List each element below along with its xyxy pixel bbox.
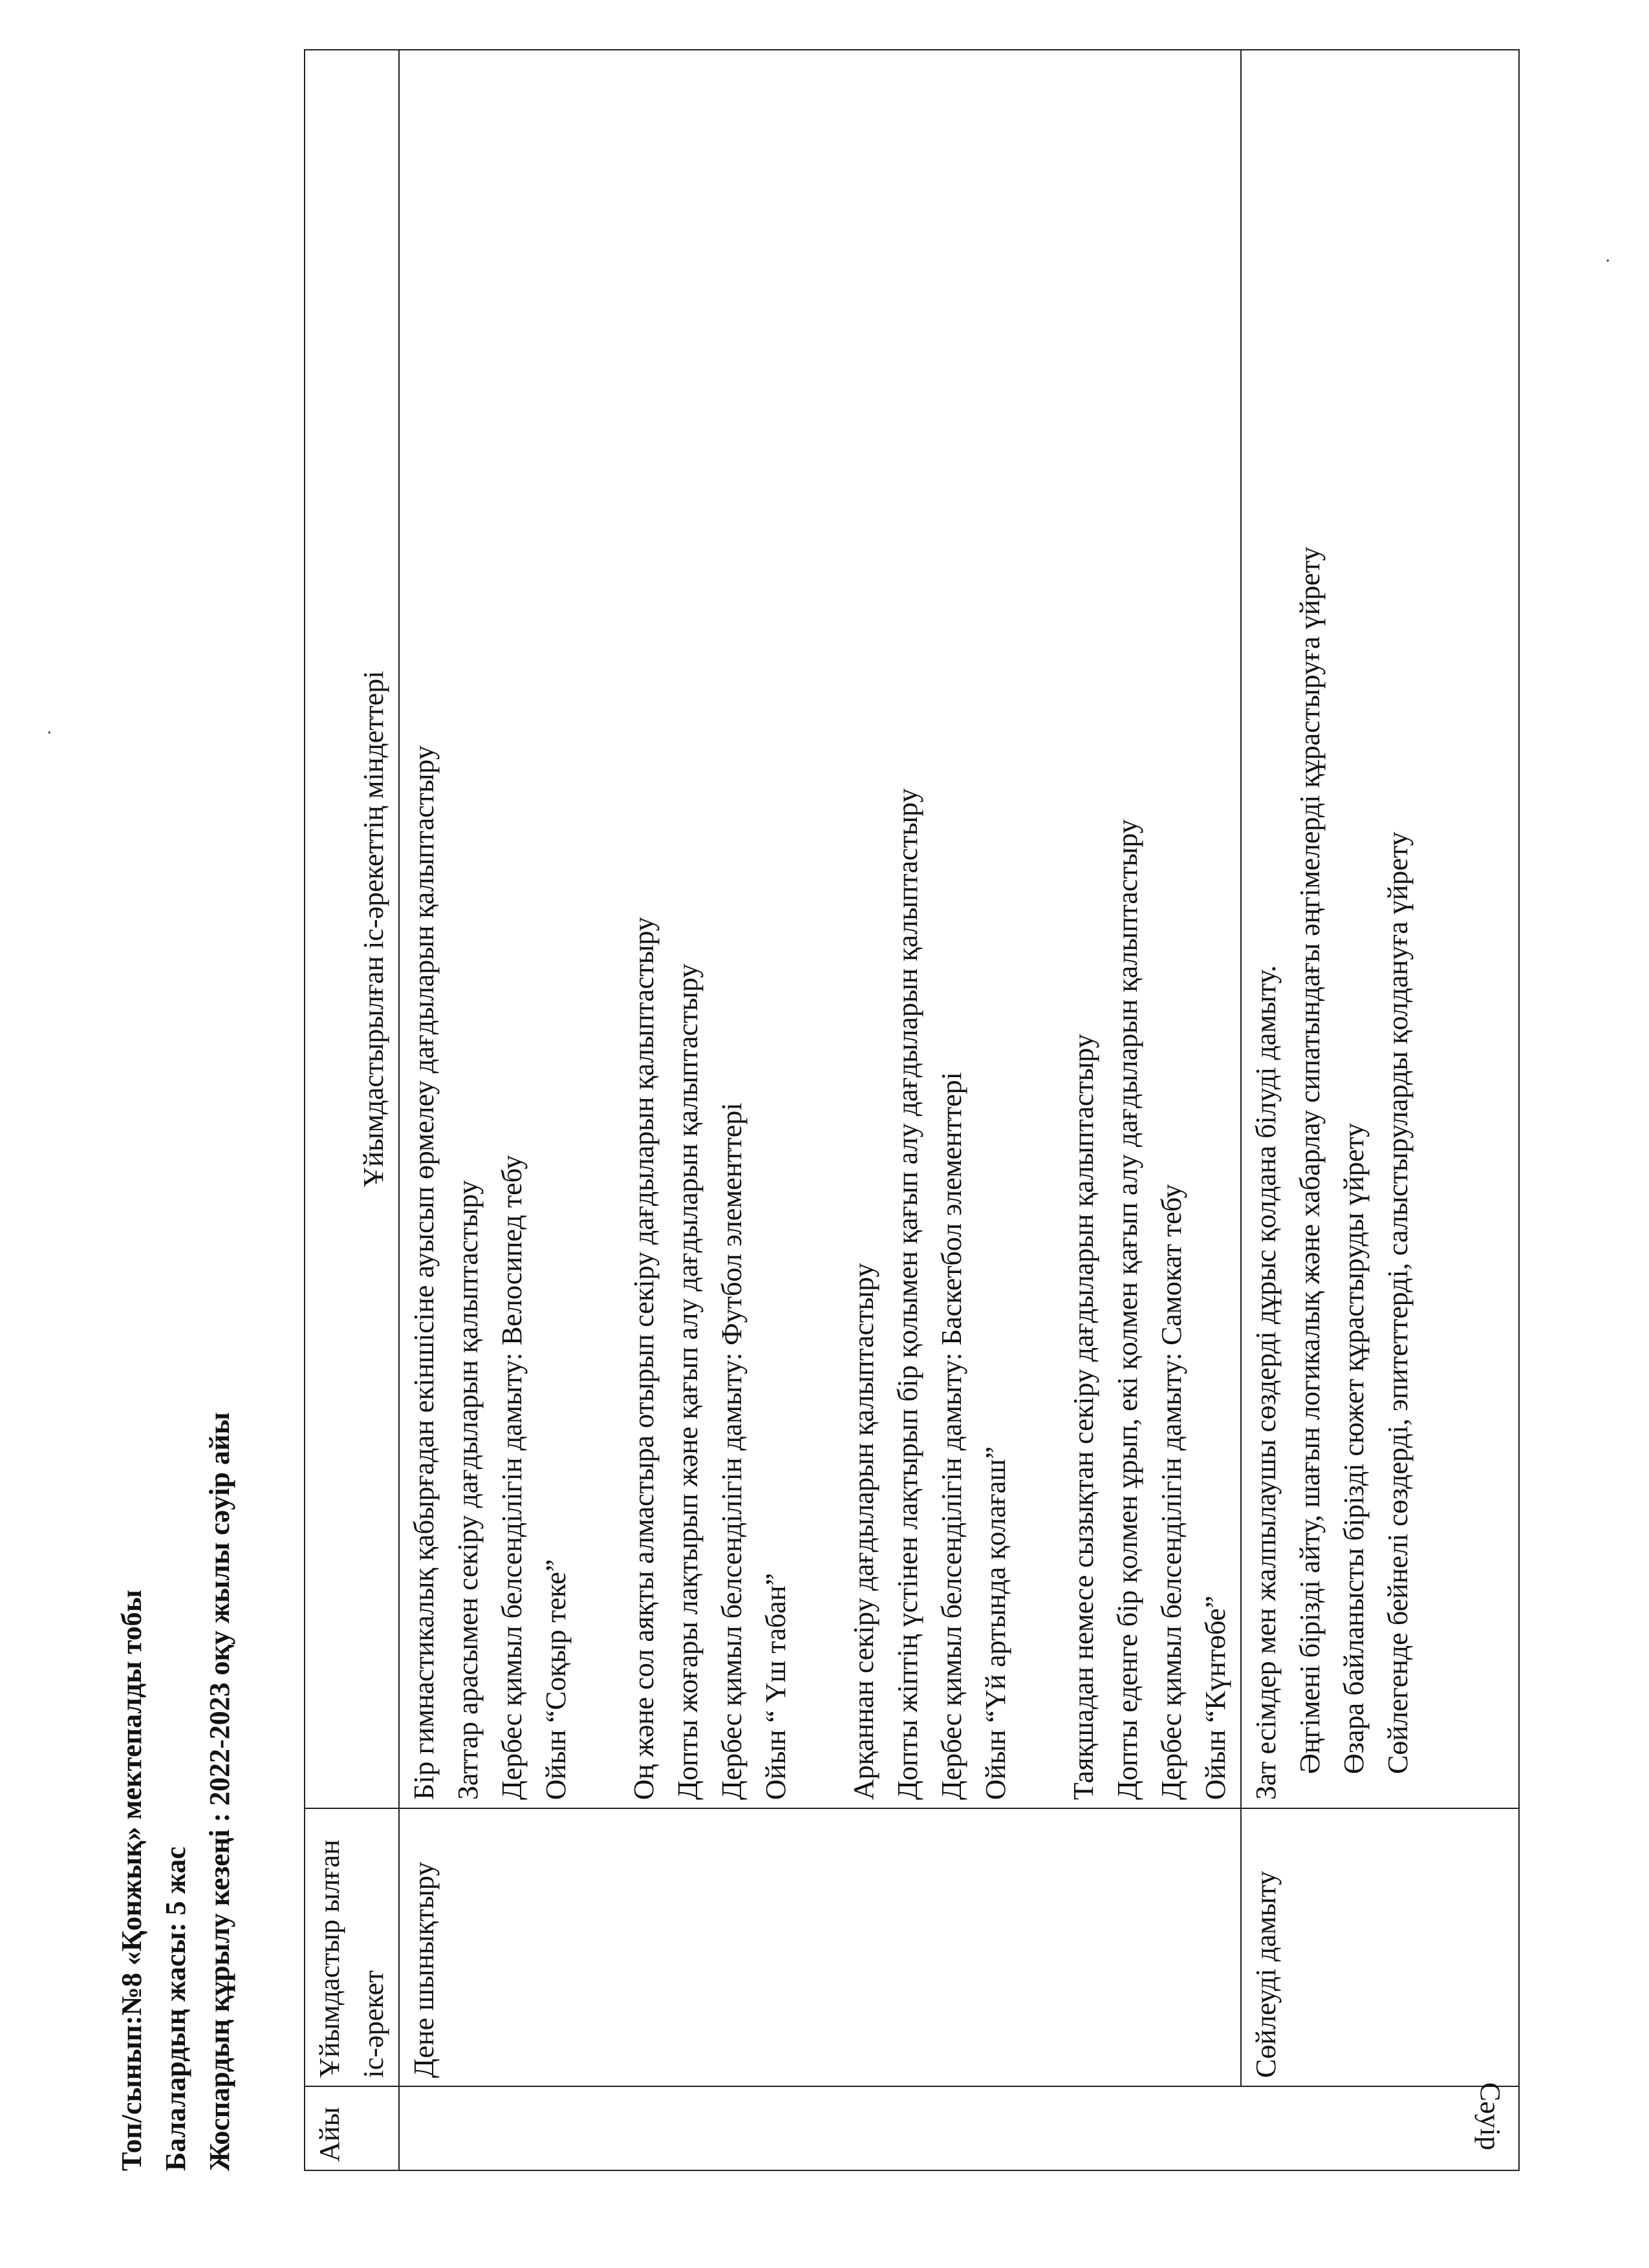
task-line: Допты еденге бір қолмен ұрып, екі қолмен қағып алу дағдыларын қалыптастыру <box>1112 819 1143 1800</box>
task-block <box>1062 58 1238 1800</box>
task-line: Оң және сол аяқты алмастыра отырып секіру дағдыларын қалыптастыру <box>628 917 660 1800</box>
tasks-cell <box>399 50 1241 1808</box>
task-line: Бір гимнастикалық қабырғадан екіншісіне ауысып өрмелеу дағдыларын қалыптастыру <box>408 745 440 1800</box>
activity-header: Ұйымдастыр ылған іс-әрекет <box>305 1808 399 2086</box>
task-line: Дербес қимыл белсенділігін дамыту: Баскетбол элементтері <box>936 1072 967 1800</box>
task-line: Дербес қимыл белсенділігін дамыту: Велосипед тебу <box>496 1155 528 1800</box>
tasks-cell <box>1241 50 1519 1808</box>
task-block <box>402 58 578 1800</box>
tasks-header: Ұйымдастырылған іс-әрекеттің міндеттері <box>305 50 399 1808</box>
document-header <box>110 1412 242 2171</box>
task-line: Әңгімені бірізді айту, шағын логикалық және хабарлау сипатындағы әңгімелерді құрастыруға үйрету <box>1294 546 1326 1774</box>
table-row <box>399 50 1241 2170</box>
task-line: Ойын “Күнтөбе” <box>1200 1596 1231 1800</box>
task-line: Дербес қимыл белсенділігін дамыту: Самокат тебу <box>1156 1184 1187 1800</box>
task-line: Өзара байланысты бірізді сюжет құрастыруды үйрету <box>1338 1122 1370 1774</box>
task-block <box>622 58 798 1800</box>
plan-table <box>304 49 1520 2171</box>
task-line: Таяқшадан немесе сызықтан секіру дағдыларын қалыптастыру <box>1068 1034 1099 1800</box>
task-block <box>842 58 1018 1800</box>
table-header-row <box>305 50 399 2170</box>
table-row <box>1241 50 1519 2170</box>
task-line: Ойын “ Үш табан” <box>760 1573 792 1800</box>
task-line: Зат есімдер мен жалпылаушы сөздерді дұрыс қолдана білуді дамыту. <box>1250 965 1282 1800</box>
task-line: Сөйлегенде бейнелі сөздерді, эпитеттерді, салыстыруларды қолдануға үйрету <box>1382 831 1414 1774</box>
period-line: Жоспардың құрылу кезеңі : 2022-2023 оқу жылы сәуір айы <box>204 1412 235 2171</box>
age-line: Балалардың жасы: 5 жас <box>160 1846 191 2171</box>
task-line: Допты жоғары лақтырып және қағып алу дағдыларын қалыптастыру <box>672 963 704 1800</box>
task-line: Допты жіптің үстінен лақтырып бір қолымен қағып алу дағдыларын қалыптастыру <box>892 788 923 1800</box>
task-line: Дербес қимыл белсенділігін дамыту: Футбол элементтері <box>716 1102 748 1800</box>
task-line: Ойын “Үй артында қолағаш” <box>980 1446 1011 1800</box>
scan-speck: · <box>39 729 60 736</box>
task-line: Ойын “Соқыр теке” <box>540 1559 572 1800</box>
task-line: Арқаннан секіру дағдыларын қалыптастыру <box>848 1263 879 1800</box>
month-value: Сәуір <box>1474 2082 1506 2150</box>
activity-cell: Сөйлеуді дамыту <box>1241 1808 1519 2086</box>
task-line: Заттар арасымен секіру дағдыларын қалыптастыру <box>452 1180 484 1800</box>
activity-cell: Дене шынықтыру <box>399 1808 1241 2086</box>
scan-speck: · <box>1597 257 1619 264</box>
group-line: Топ/сынып:№8 «Қонжық» мектепалды тобы <box>116 1589 147 2171</box>
month-header: Айы <box>305 2086 399 2170</box>
month-cell <box>399 2082 1519 2170</box>
